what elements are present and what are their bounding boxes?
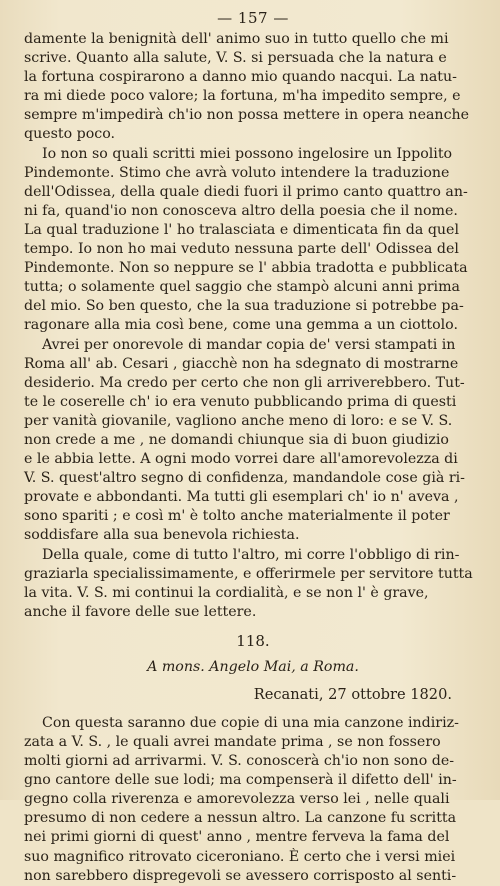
text-line: Io non so quali scritti miei possono ingelosire un Ippolito [42, 145, 453, 162]
text-line: del mio. So ben questo, che la sua traduzione si potrebbe pa- [24, 298, 464, 315]
letter-number: 118. [236, 631, 270, 650]
text-line: tempo. Io non ho mai veduto nessuna parte dell' Odissea del [24, 241, 459, 258]
text-line: soddisfare alla sua benevola richiesta. [24, 527, 300, 544]
text-line: Con questa saranno due copie di una mia canzone indiriz- [42, 714, 459, 731]
text-line: sempre m'impedirà ch'io non possa mettere in opera neanche [24, 107, 470, 124]
text-line: zata a V. S. , le quali avrei mandate prima , se non fossero [24, 734, 441, 750]
text-line: non sarebbero dispregevoli se avessero corrisposto al senti- [24, 867, 457, 884]
text-line: nei primi giorni di quest' anno , mentre ferveva la fama del [24, 829, 450, 846]
text-line: Avrei per onorevole di mandar copia de' versi stampati in [42, 336, 456, 353]
paragraph [24, 336, 482, 546]
text-line: ra mi diede poco valore; la fortuna, m'ha impedito sempre, e [24, 88, 461, 105]
paragraph [24, 145, 482, 336]
text-line: Della quale, come di tutto l'altro, mi corre l'obbligo di rin- [42, 546, 460, 563]
text-line: La qual traduzione l' ho tralasciata e dimenticata fin da quel [24, 221, 459, 238]
text-line: la fortuna cospirarono a danno mio quando nacqui. La natu- [24, 69, 457, 86]
text-line: non crede a me , ne domandi chiunque sia di buon giudizio [24, 431, 449, 448]
text-line: Pindemonte. Non so neppure se l' abbia tradotta e pubblicata [24, 260, 468, 277]
letter-dateline: Recanati, 27 ottobre 1820. [253, 685, 452, 703]
text-line: V. S. quest'altro segno di confidenza, mandandole cose già ri- [24, 470, 465, 487]
text-line: desiderio. Ma credo per certo che non gli arriverebbero. Tut- [24, 374, 465, 391]
text-line: gegno colla riverenza e amorevolezza verso lei , nelle quali [24, 791, 450, 808]
body-before [24, 30, 482, 622]
text-line: tutta; o solamente quel saggio che stampò alcuni anni prima [24, 279, 460, 296]
text-line: la vita. V. S. mi continui la cordialità, e se non l' è grave, [24, 584, 429, 601]
text-line: e le abbia lette. A ogni modo vorrei dare all'amorevolezza di [24, 451, 458, 468]
page-number: — 157 — [217, 9, 289, 27]
text-line: ragonare alla mia così bene, come una gemma a un ciottolo. [24, 317, 458, 334]
text-line: graziarla specialissimamente, e offerirmele per servitore tutta [24, 565, 473, 582]
text-line: te le coserelle ch' io era venuto pubblicando prima di questi [24, 393, 457, 410]
text-line: Roma all' ab. Cesari , giacchè non ha sdegnato di mostrarne [24, 355, 459, 372]
text-line: suo magnifico ritrovato ciceroniano. È certo che i versi miei [24, 848, 456, 865]
text-line: questo poco. [24, 126, 116, 143]
text-line: molti giorni ad arrivarmi. V. S. conoscerà ch'io non sono de- [24, 753, 455, 770]
text-line: anche il favore delle sue lettere. [24, 603, 257, 620]
text-line: Pindemonte. Stimo che avrà voluto intendere la traduzione [24, 164, 450, 181]
text-line: per vanità giovanile, vagliono anche meno di loro: e se V. S. [24, 412, 453, 429]
text-line: sono spariti ; e così m' è tolto anche materialmente il poter [24, 508, 450, 525]
text-line: dell'Odissea, della quale diedi fuori il primo canto quattro an- [24, 183, 468, 200]
text-line: scrive. Quanto alla salute, V. S. si persuada che la natura e [24, 50, 447, 67]
text-line: presumo di non cedere a nessun altro. La canzone fu scritta [24, 810, 457, 827]
paragraph [24, 30, 482, 145]
text-line: provate e abbondanti. Ma tutti gli esemplari ch' io n' aveva , [24, 489, 459, 506]
text-line: gno cantore delle sue lodi; ma compenserà il difetto dell' in- [24, 772, 457, 789]
text-line: damente la benignità dell' animo suo in tutto quello che mi [24, 31, 449, 47]
text-line: ni fa, quand'io non conosceva altro della poesia che il nome. [24, 202, 458, 219]
letter-addressee: A mons. Angelo Mai, a Roma. [147, 658, 359, 675]
paragraph [24, 546, 482, 622]
